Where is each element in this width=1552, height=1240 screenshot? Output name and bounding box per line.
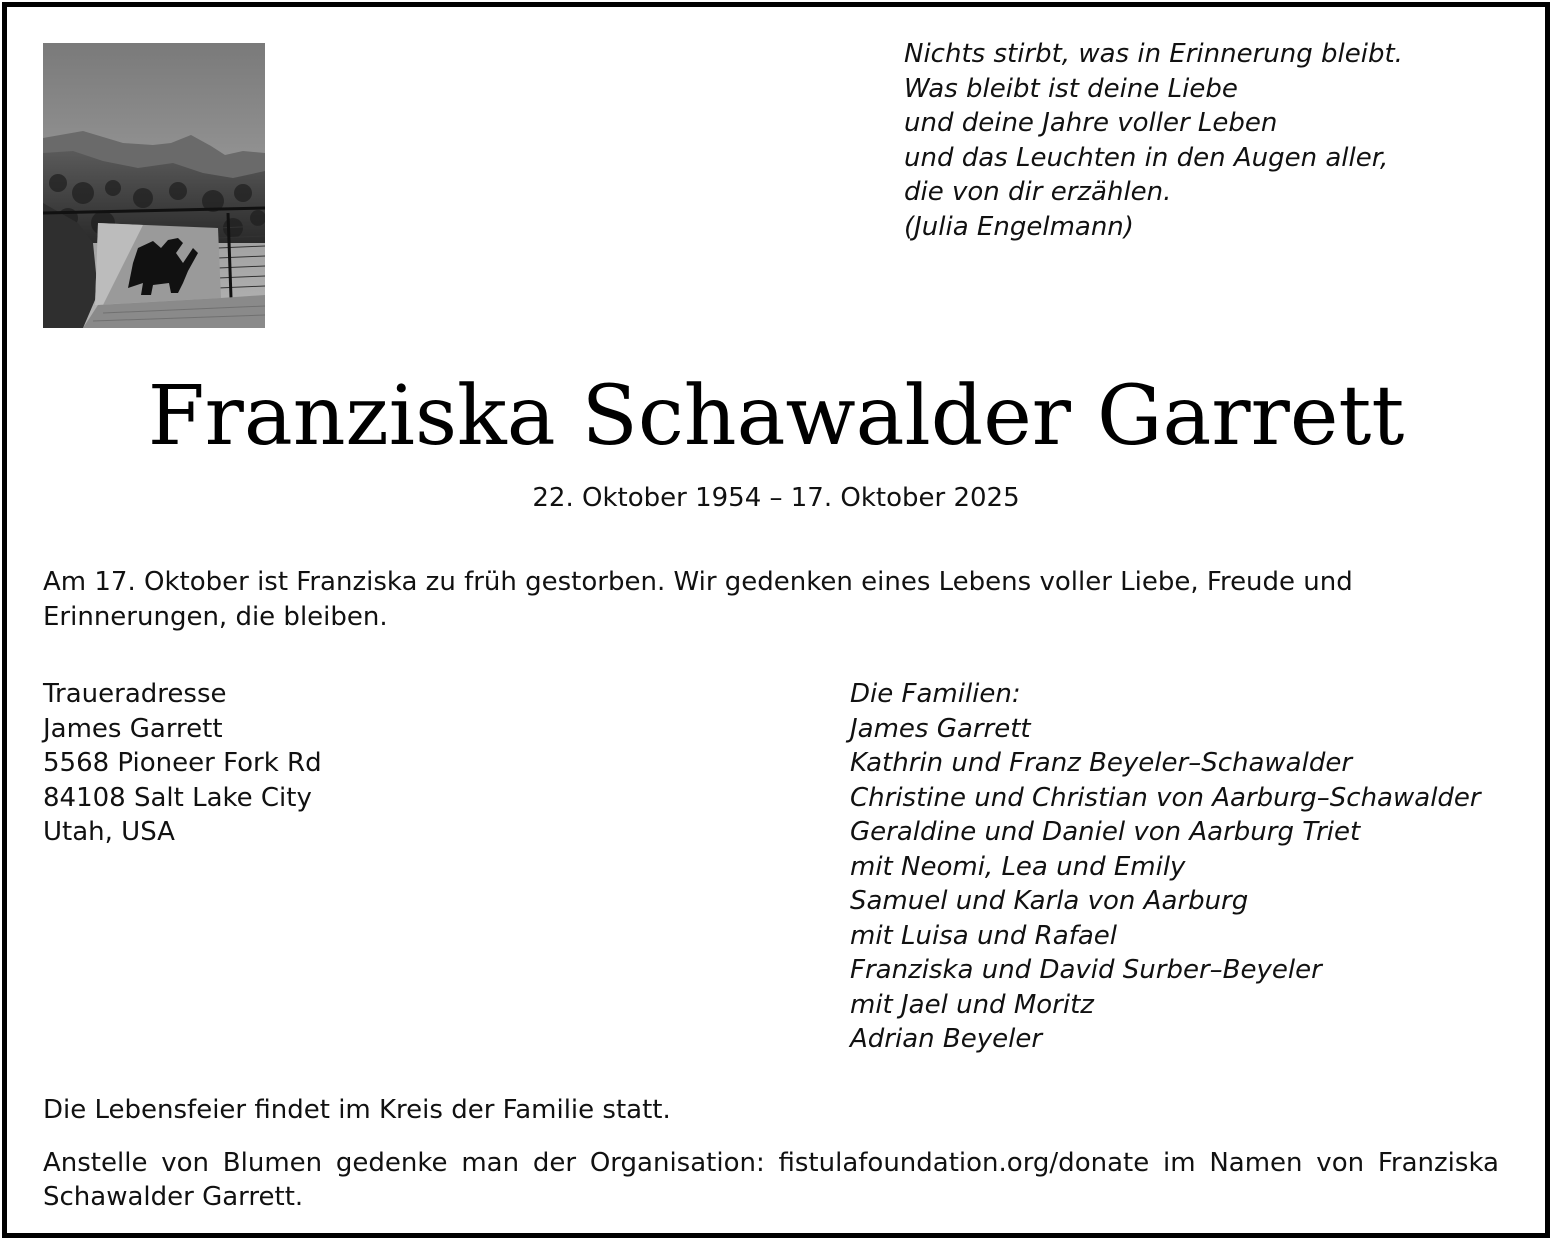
address-line: Utah, USA <box>43 817 175 847</box>
celebration-note: Die Lebensfeier findet im Kreis der Familie statt. <box>43 1095 671 1125</box>
family-line: Adrian Beyeler <box>850 1024 1043 1054</box>
deceased-name: Franziska Schawalder Garrett <box>147 369 1405 464</box>
mourning-address <box>43 677 643 850</box>
families-heading: Die Familien: <box>850 679 1021 709</box>
family-line: James Garrett <box>850 713 1031 744</box>
address-line: 84108 Salt Lake City <box>43 782 312 813</box>
memorial-photo <box>43 43 265 328</box>
address-heading: Traueradresse <box>43 679 227 709</box>
quote-line: Was bleibt ist deine Liebe <box>904 73 1238 104</box>
families-list <box>850 677 1530 1057</box>
quote-line: und deine Jahre voller Leben <box>904 108 1278 138</box>
family-line: Kathrin und Franz Beyeler–Schawalder <box>850 748 1353 778</box>
quote-author: (Julia Engelmann) <box>904 211 1134 242</box>
quote-line: Nichts stirbt, was in Erinnerung bleibt. <box>904 39 1403 69</box>
family-line: Franziska und David Surber–Beyeler <box>850 955 1322 985</box>
family-line: mit Neomi, Lea und Emily <box>850 851 1186 882</box>
address-line: 5568 Pioneer Fork Rd <box>43 748 322 778</box>
address-line: James Garrett <box>43 713 223 744</box>
memorial-quote <box>904 37 1524 244</box>
quote-line: die von dir erzählen. <box>904 177 1172 207</box>
donation-note: Anstelle von Blumen gedenke man der Organisation: fistulafoundation.org/donate im Namen von Franziska Schawalder Garrett. <box>43 1148 1499 1212</box>
family-line: Christine und Christian von Aarburg–Schawalder <box>850 782 1481 813</box>
family-line: mit Jael und Moritz <box>850 989 1094 1020</box>
quote-line: und das Leuchten in den Augen aller, <box>904 142 1389 173</box>
intro-text: Am 17. Oktober ist Franziska zu früh gestorben. Wir gedenken eines Lebens voller Liebe, Freude und Erinnerungen, die bleiben. <box>43 567 1353 632</box>
family-line: Samuel und Karla von Aarburg <box>850 886 1249 916</box>
family-line: mit Luisa und Rafael <box>850 920 1117 951</box>
family-line: Geraldine und Daniel von Aarburg Triet <box>850 817 1361 847</box>
life-dates: 22. Oktober 1954 – 17. Oktober 2025 <box>532 483 1020 513</box>
